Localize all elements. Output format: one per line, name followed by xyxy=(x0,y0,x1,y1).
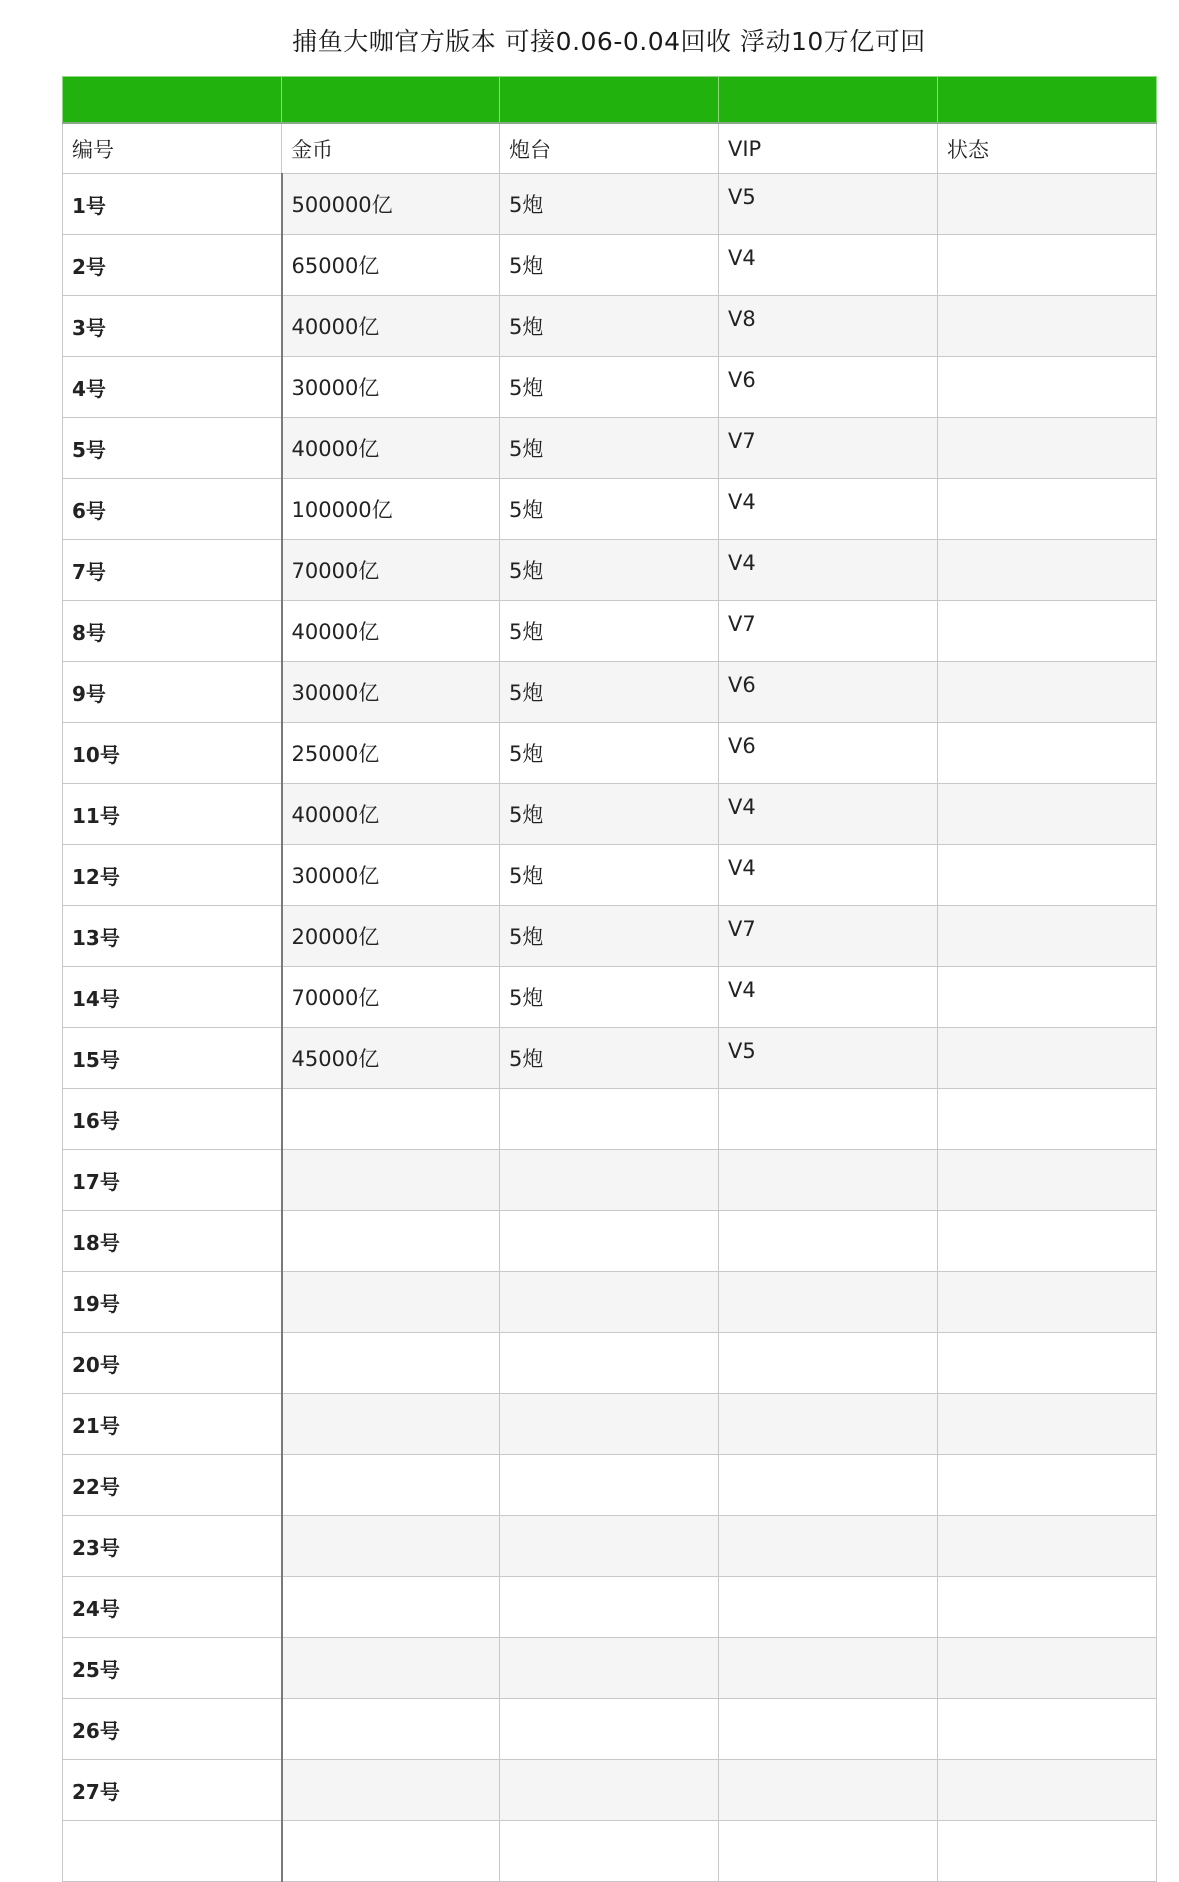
row-vip-cell xyxy=(719,1638,938,1699)
row-coins-cell: 45000亿 xyxy=(282,1028,500,1089)
row-coins-cell: 100000亿 xyxy=(282,479,500,540)
row-cannon-cell: 5炮 xyxy=(500,723,719,784)
row-coins-cell xyxy=(282,1516,500,1577)
row-cannon-cell: 5炮 xyxy=(500,1028,719,1089)
band-cell xyxy=(938,77,1157,124)
row-status-cell xyxy=(938,174,1157,235)
row-status-cell xyxy=(938,967,1157,1028)
table-row xyxy=(63,1394,1157,1455)
row-vip-cell: V4 xyxy=(719,235,938,296)
row-cannon-cell: 5炮 xyxy=(500,418,719,479)
row-vip-cell: V4 xyxy=(719,784,938,845)
row-cannon-cell: 5炮 xyxy=(500,784,719,845)
row-vip-cell xyxy=(719,1821,938,1882)
row-coins-cell xyxy=(282,1638,500,1699)
row-coins-cell xyxy=(282,1577,500,1638)
row-id-cell: 12号 xyxy=(63,845,282,906)
row-coins-cell xyxy=(282,1150,500,1211)
table-row xyxy=(63,1760,1157,1821)
row-id-cell: 8号 xyxy=(63,601,282,662)
row-vip-cell: V7 xyxy=(719,601,938,662)
band-cell xyxy=(719,77,938,124)
row-vip-cell: V6 xyxy=(719,357,938,418)
row-coins-cell xyxy=(282,1333,500,1394)
table-row xyxy=(63,1577,1157,1638)
page-title: 捕鱼大咖官方版本 可接0.06-0.04回收 浮动10万亿可回 xyxy=(292,27,926,56)
row-coins-cell: 40000亿 xyxy=(282,784,500,845)
row-cannon-cell xyxy=(500,1089,719,1150)
row-vip-cell xyxy=(719,1150,938,1211)
row-vip-cell xyxy=(719,1455,938,1516)
row-vip-cell xyxy=(719,1394,938,1455)
row-id-cell: 1号 xyxy=(63,174,282,235)
row-status-cell xyxy=(938,1760,1157,1821)
row-cannon-cell: 5炮 xyxy=(500,540,719,601)
header-status: 状态 xyxy=(938,123,1157,174)
row-id-cell: 2号 xyxy=(63,235,282,296)
row-status-cell xyxy=(938,723,1157,784)
row-coins-cell: 40000亿 xyxy=(282,296,500,357)
table-row xyxy=(63,723,1157,784)
row-vip-cell: V5 xyxy=(719,1028,938,1089)
row-status-cell xyxy=(938,1089,1157,1150)
row-vip-cell xyxy=(719,1211,938,1272)
row-vip-cell xyxy=(719,1577,938,1638)
row-coins-cell: 30000亿 xyxy=(282,662,500,723)
row-vip-cell: V7 xyxy=(719,906,938,967)
table-row xyxy=(63,1272,1157,1333)
row-status-cell xyxy=(938,1333,1157,1394)
table-row xyxy=(63,540,1157,601)
row-coins-cell: 40000亿 xyxy=(282,601,500,662)
row-id-cell: 25号 xyxy=(63,1638,282,1699)
row-status-cell xyxy=(938,1699,1157,1760)
row-cannon-cell: 5炮 xyxy=(500,601,719,662)
row-vip-cell xyxy=(719,1516,938,1577)
row-vip-cell xyxy=(719,1272,938,1333)
row-id-cell: 17号 xyxy=(63,1150,282,1211)
row-id-cell: 22号 xyxy=(63,1455,282,1516)
row-id-cell: 4号 xyxy=(63,357,282,418)
row-id-cell xyxy=(63,1821,282,1882)
row-vip-cell xyxy=(719,1760,938,1821)
row-vip-cell: V4 xyxy=(719,479,938,540)
row-id-cell: 3号 xyxy=(63,296,282,357)
row-id-cell: 24号 xyxy=(63,1577,282,1638)
table-row xyxy=(63,1150,1157,1211)
row-status-cell xyxy=(938,1638,1157,1699)
row-coins-cell: 40000亿 xyxy=(282,418,500,479)
row-cannon-cell xyxy=(500,1821,719,1882)
row-cannon-cell: 5炮 xyxy=(500,296,719,357)
row-cannon-cell: 5炮 xyxy=(500,357,719,418)
row-status-cell xyxy=(938,1272,1157,1333)
row-coins-cell: 30000亿 xyxy=(282,357,500,418)
row-cannon-cell: 5炮 xyxy=(500,662,719,723)
row-coins-cell: 20000亿 xyxy=(282,906,500,967)
row-cannon-cell: 5炮 xyxy=(500,967,719,1028)
row-id-cell: 19号 xyxy=(63,1272,282,1333)
row-status-cell xyxy=(938,784,1157,845)
table-row xyxy=(63,1028,1157,1089)
row-status-cell xyxy=(938,1516,1157,1577)
row-id-cell: 23号 xyxy=(63,1516,282,1577)
row-coins-cell: 70000亿 xyxy=(282,967,500,1028)
table-row xyxy=(63,845,1157,906)
row-status-cell xyxy=(938,1821,1157,1882)
header-id: 编号 xyxy=(63,123,282,174)
table-row xyxy=(63,357,1157,418)
row-id-cell: 20号 xyxy=(63,1333,282,1394)
row-coins-cell xyxy=(282,1455,500,1516)
row-vip-cell: V4 xyxy=(719,540,938,601)
row-status-cell xyxy=(938,1394,1157,1455)
row-status-cell xyxy=(938,1150,1157,1211)
row-coins-cell: 500000亿 xyxy=(282,174,500,235)
row-id-cell: 13号 xyxy=(63,906,282,967)
row-vip-cell: V4 xyxy=(719,845,938,906)
table-row xyxy=(63,1333,1157,1394)
row-status-cell xyxy=(938,662,1157,723)
row-cannon-cell xyxy=(500,1272,719,1333)
row-status-cell xyxy=(938,418,1157,479)
row-id-cell: 14号 xyxy=(63,967,282,1028)
table-row xyxy=(63,601,1157,662)
row-cannon-cell xyxy=(500,1760,719,1821)
header-cannon: 炮台 xyxy=(500,123,719,174)
row-id-cell: 6号 xyxy=(63,479,282,540)
table-row xyxy=(63,1455,1157,1516)
row-cannon-cell xyxy=(500,1516,719,1577)
row-vip-cell xyxy=(719,1699,938,1760)
band-cell xyxy=(63,77,282,124)
row-vip-cell: V6 xyxy=(719,723,938,784)
band-cell xyxy=(282,77,500,124)
row-coins-cell xyxy=(282,1699,500,1760)
row-coins-cell xyxy=(282,1394,500,1455)
row-coins-cell: 65000亿 xyxy=(282,235,500,296)
row-coins-cell: 70000亿 xyxy=(282,540,500,601)
table-row xyxy=(63,1089,1157,1150)
table-row xyxy=(63,1699,1157,1760)
row-id-cell: 10号 xyxy=(63,723,282,784)
header-vip: VIP xyxy=(719,123,938,174)
row-status-cell xyxy=(938,1455,1157,1516)
table-row xyxy=(63,906,1157,967)
row-status-cell xyxy=(938,845,1157,906)
row-cannon-cell xyxy=(500,1577,719,1638)
row-vip-cell: V6 xyxy=(719,662,938,723)
table-row xyxy=(63,174,1157,235)
row-vip-cell: V7 xyxy=(719,418,938,479)
row-cannon-cell xyxy=(500,1394,719,1455)
row-id-cell: 18号 xyxy=(63,1211,282,1272)
row-coins-cell xyxy=(282,1089,500,1150)
row-id-cell: 9号 xyxy=(63,662,282,723)
row-cannon-cell xyxy=(500,1455,719,1516)
row-status-cell xyxy=(938,1028,1157,1089)
row-cannon-cell xyxy=(500,1211,719,1272)
row-id-cell: 21号 xyxy=(63,1394,282,1455)
table-row xyxy=(63,1638,1157,1699)
row-status-cell xyxy=(938,479,1157,540)
row-cannon-cell: 5炮 xyxy=(500,174,719,235)
table-row xyxy=(63,1821,1157,1882)
row-status-cell xyxy=(938,906,1157,967)
row-cannon-cell: 5炮 xyxy=(500,906,719,967)
row-cannon-cell xyxy=(500,1333,719,1394)
header-color-band xyxy=(63,77,1157,124)
row-vip-cell: V8 xyxy=(719,296,938,357)
row-id-cell: 15号 xyxy=(63,1028,282,1089)
table-row xyxy=(63,296,1157,357)
row-vip-cell xyxy=(719,1333,938,1394)
row-coins-cell: 25000亿 xyxy=(282,723,500,784)
row-id-cell: 27号 xyxy=(63,1760,282,1821)
table-row xyxy=(63,418,1157,479)
row-id-cell: 11号 xyxy=(63,784,282,845)
row-cannon-cell xyxy=(500,1699,719,1760)
row-coins-cell xyxy=(282,1821,500,1882)
table-row xyxy=(63,235,1157,296)
row-id-cell: 7号 xyxy=(63,540,282,601)
row-id-cell: 16号 xyxy=(63,1089,282,1150)
table-row xyxy=(63,1516,1157,1577)
table-header-row xyxy=(63,123,1157,174)
row-vip-cell xyxy=(719,1089,938,1150)
table-row xyxy=(63,662,1157,723)
header-coins: 金币 xyxy=(282,123,500,174)
row-status-cell xyxy=(938,1211,1157,1272)
row-status-cell xyxy=(938,235,1157,296)
row-vip-cell: V4 xyxy=(719,967,938,1028)
row-status-cell xyxy=(938,540,1157,601)
row-id-cell: 26号 xyxy=(63,1699,282,1760)
row-vip-cell: V5 xyxy=(719,174,938,235)
row-coins-cell xyxy=(282,1211,500,1272)
table-row xyxy=(63,967,1157,1028)
row-status-cell xyxy=(938,1577,1157,1638)
row-cannon-cell: 5炮 xyxy=(500,479,719,540)
account-table xyxy=(62,76,1157,1882)
table-row xyxy=(63,784,1157,845)
table-row xyxy=(63,1211,1157,1272)
row-id-cell: 5号 xyxy=(63,418,282,479)
row-cannon-cell xyxy=(500,1150,719,1211)
row-status-cell xyxy=(938,357,1157,418)
row-cannon-cell: 5炮 xyxy=(500,845,719,906)
row-status-cell xyxy=(938,296,1157,357)
row-coins-cell: 30000亿 xyxy=(282,845,500,906)
row-coins-cell xyxy=(282,1760,500,1821)
row-cannon-cell xyxy=(500,1638,719,1699)
table-row xyxy=(63,479,1157,540)
row-status-cell xyxy=(938,601,1157,662)
band-cell xyxy=(500,77,719,124)
row-coins-cell xyxy=(282,1272,500,1333)
row-cannon-cell: 5炮 xyxy=(500,235,719,296)
